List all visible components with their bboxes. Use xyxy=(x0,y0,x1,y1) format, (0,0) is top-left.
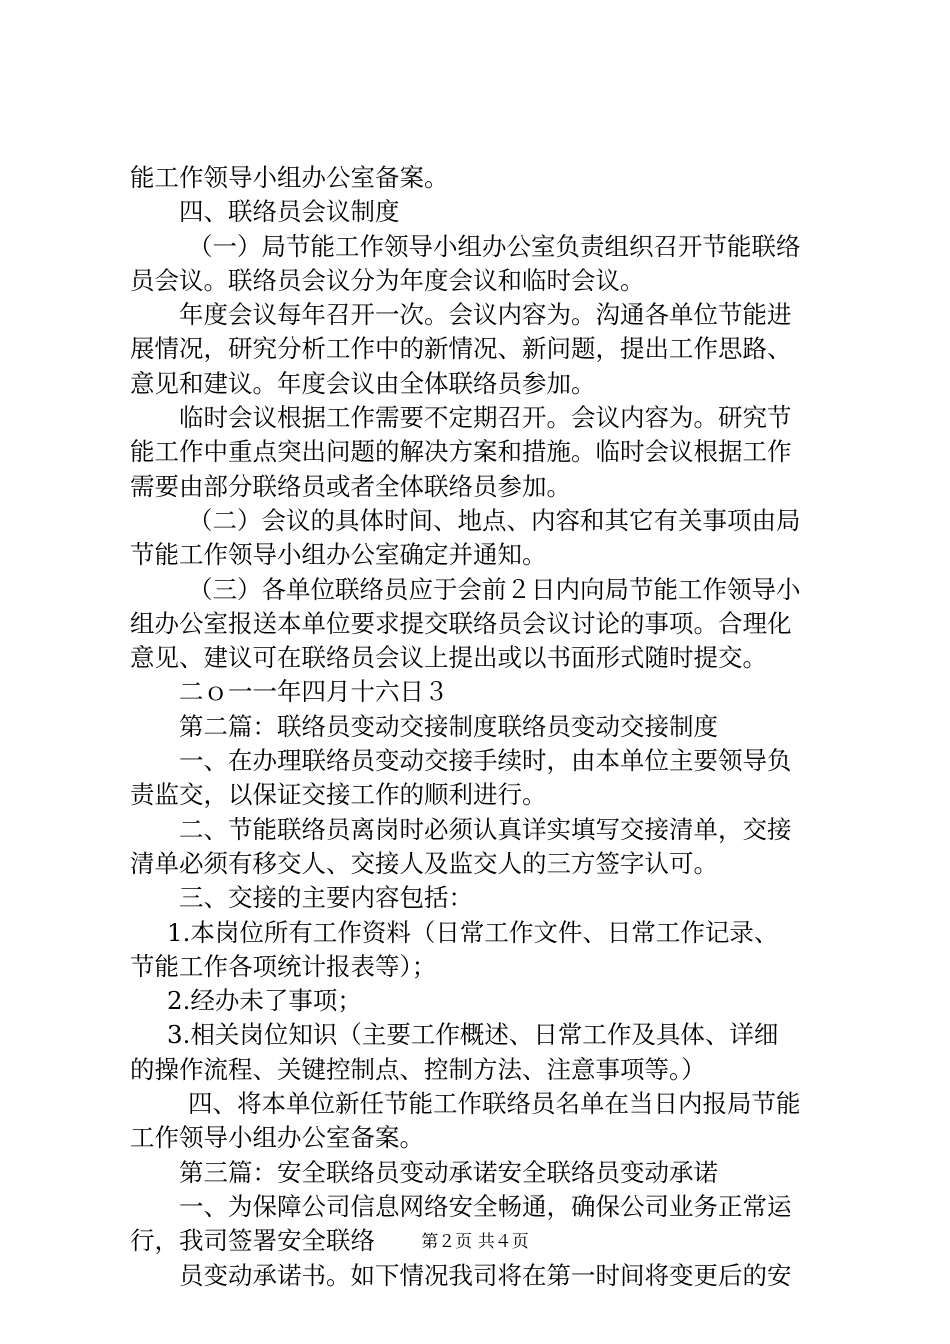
text-line: （三）各单位联络员应于会前２日内向局节能工作领导小 xyxy=(188,574,801,604)
text-line: 员变动承诺书。如下情况我司将在第一时间将变更后的安 xyxy=(179,1260,792,1290)
text-line: 清单必须有移交人、交接人及监交人的三方签字认可。 xyxy=(130,848,718,878)
text-line: 一、在办理联络员变动交接手续时，由本单位主要领导负 xyxy=(179,746,792,776)
list-item: 2.经办未了事项； xyxy=(167,986,362,1016)
text-line: 工作领导小组办公室备案。 xyxy=(130,1123,424,1153)
section-heading: 四、联络员会议制度 xyxy=(179,197,400,227)
list-item: 1.本岗位所有工作资料（日常工作文件、日常工作记录、 xyxy=(167,917,779,947)
text-line: 意见、建议可在联络员会议上提出或以书面形式随时提交。 xyxy=(130,643,767,673)
text-line: 年度会议每年召开一次。会议内容为。沟通各单位节能进 xyxy=(179,300,792,330)
text-line: 员会议。联络员会议分为年度会议和临时会议。 xyxy=(130,265,645,295)
section-heading: 第三篇：安全联络员变动承诺安全联络员变动承诺 xyxy=(179,1157,718,1187)
text-line: 三、交接的主要内容包括： xyxy=(179,883,473,913)
page-number-footer: 第２页 共４页 xyxy=(421,1232,529,1252)
text-line: 意见和建议。年度会议由全体联络员参加。 xyxy=(130,368,596,398)
text-line: （二）会议的具体时间、地点、内容和其它有关事项由局 xyxy=(188,505,801,535)
text-line: 组办公室报送本单位要求提交联络员会议讨论的事项。合理化 xyxy=(130,608,792,638)
text-line: 四、将本单位新任节能工作联络员名单在当日内报局节能 xyxy=(188,1089,801,1119)
text-line: 二、节能联络员离岗时必须认真详实填写交接清单，交接 xyxy=(179,814,792,844)
text-line: 责监交，以保证交接工作的顺利进行。 xyxy=(130,780,547,810)
text-line: 行，我司签署安全联络 xyxy=(130,1226,375,1256)
text-line: 节能工作各项统计报表等）； xyxy=(130,951,437,981)
document-body xyxy=(130,161,830,1293)
text-line: 一、为保障公司信息网络安全畅通，确保公司业务正常运 xyxy=(179,1191,792,1221)
list-item: 3.相关岗位知识（主要工作概述、日常工作及具体、详细 xyxy=(167,1020,779,1050)
text-line: 需要由部分联络员或者全体联络员参加。 xyxy=(130,471,571,501)
text-line: 展情况，研究分析工作中的新情况、新问题，提出工作思路、 xyxy=(130,334,792,364)
text-line: 的操作流程、关键控制点、控制方法、注意事项等。） xyxy=(130,1054,706,1084)
text-line: （一）局节能工作领导小组办公室负责组织召开节能联络 xyxy=(188,231,801,261)
text-line: 临时会议根据工作需要不定期召开。会议内容为。研究节 xyxy=(179,403,792,433)
text-line: 能工作领导小组办公室备案。 xyxy=(130,163,449,192)
text-line: 能工作中重点突出问题的解决方案和措施。临时会议根据工作 xyxy=(130,437,792,467)
text-line: 节能工作领导小组办公室确定并通知。 xyxy=(130,540,547,570)
date-line: 二ｏ一一年四月十六日３ xyxy=(179,677,449,707)
section-heading: 第二篇：联络员变动交接制度联络员变动交接制度 xyxy=(179,711,718,741)
